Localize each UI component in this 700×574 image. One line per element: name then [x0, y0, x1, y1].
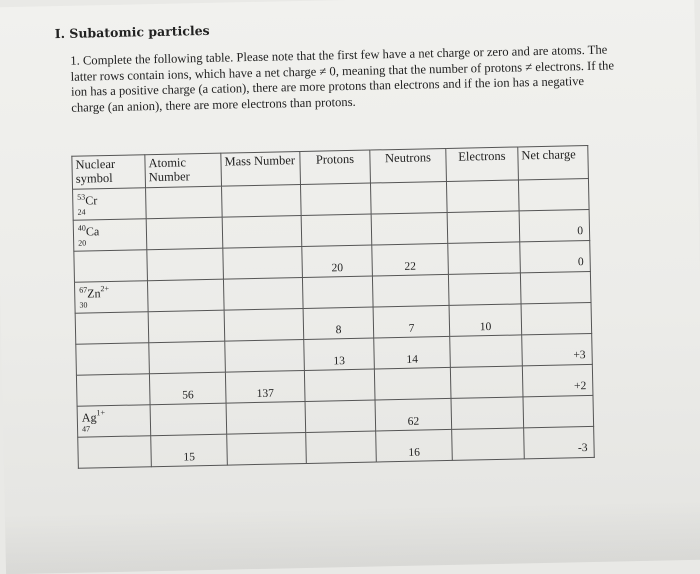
electrons-cell[interactable] [449, 304, 522, 337]
massnum-cell[interactable] [223, 247, 303, 280]
nuclear-symbol [77, 190, 98, 216]
net-cell[interactable] [524, 426, 595, 458]
neutrons-cell[interactable] [374, 367, 451, 400]
nuclear-symbol [82, 407, 106, 433]
net-value: +2 [574, 380, 586, 392]
protons-cell[interactable] [301, 214, 372, 246]
protons-cell[interactable] [304, 338, 375, 370]
protons-value: 13 [305, 355, 374, 368]
net-value: 0 [577, 225, 583, 237]
net-cell[interactable] [519, 209, 590, 241]
electrons-cell[interactable] [451, 397, 524, 430]
protons-cell[interactable] [302, 276, 373, 308]
nuclear-symbol [79, 283, 109, 310]
nuclear-symbol-cell[interactable] [74, 250, 148, 283]
nuclear-symbol-cell[interactable] [78, 436, 152, 469]
element-symbol: Cr [85, 193, 97, 207]
massnum-cell[interactable] [226, 401, 306, 434]
nuclear-symbol [78, 221, 100, 247]
neutrons-cell[interactable] [370, 181, 447, 214]
neutrons-cell[interactable] [374, 336, 451, 369]
atomic-cell[interactable] [149, 372, 226, 405]
subatomic-table [71, 145, 594, 469]
atomic-value: 56 [150, 389, 225, 403]
header-net-charge: Net charge [518, 145, 589, 179]
neutrons-value: 7 [374, 322, 449, 336]
net-cell[interactable] [520, 240, 591, 272]
element-symbol: Ca [86, 224, 100, 238]
header-nuclear-symbol: Nuclear symbol [72, 155, 146, 190]
neutrons-cell[interactable] [375, 398, 452, 431]
protons-value: 8 [304, 324, 373, 337]
section-title: I. Subatomic particles [55, 23, 210, 41]
atomic-subscript: 24 [77, 207, 97, 216]
net-cell[interactable] [523, 395, 594, 427]
protons-cell[interactable] [306, 431, 377, 463]
atomic-cell[interactable] [151, 434, 228, 467]
nuclear-symbol-cell[interactable] [75, 312, 149, 345]
nuclear-symbol-cell[interactable] [77, 405, 151, 438]
atomic-cell[interactable] [149, 341, 226, 374]
protons-cell[interactable] [300, 183, 371, 215]
net-cell[interactable] [518, 178, 589, 210]
massnum-cell[interactable] [223, 277, 303, 310]
atomic-subscript: 20 [78, 238, 100, 247]
header-atomic-number: Atomic Number [145, 153, 222, 188]
mass-superscript: 67 [79, 286, 87, 295]
neutrons-value: 22 [373, 260, 448, 274]
nuclear-symbol-cell[interactable] [76, 374, 150, 407]
header-mass-number: Mass Number [221, 152, 301, 187]
element-symbol: Ag [82, 410, 97, 424]
neutrons-value: 62 [376, 415, 451, 429]
protons-cell[interactable] [303, 307, 374, 339]
nuclear-symbol-cell[interactable] [73, 188, 147, 221]
atomic-cell[interactable] [147, 248, 224, 281]
nuclear-symbol-cell[interactable] [73, 219, 147, 252]
net-cell[interactable] [522, 333, 593, 365]
protons-cell[interactable] [302, 245, 373, 277]
massnum-cell[interactable] [225, 339, 305, 372]
element-symbol: Zn [87, 286, 101, 300]
charge-superscript: 2+ [100, 284, 109, 293]
atomic-cell[interactable] [148, 310, 225, 343]
neutrons-cell[interactable] [372, 274, 449, 307]
header-electrons: Electrons [446, 147, 519, 182]
instructions-text: 1. Complete the following table. Please note that the first few have a net charge or zero and are atoms. The latter rows contain ions, which have a net charge ≠ 0, meaning that the number of protons ≠ electrons. If the ion has a positive charge (a cation), there are more protons than electrons and if the ion has a negative charge (an anion), there are more electrons than protons. [70, 42, 616, 115]
electrons-cell[interactable] [448, 242, 521, 275]
massnum-cell[interactable] [222, 185, 302, 218]
header-protons: Protons [300, 150, 371, 184]
massnum-cell[interactable] [227, 432, 307, 465]
massnum-value: 137 [226, 387, 304, 401]
electrons-cell[interactable] [448, 273, 521, 306]
neutrons-cell[interactable] [376, 429, 453, 462]
mass-superscript: 53 [77, 193, 85, 202]
electrons-cell[interactable] [450, 335, 523, 368]
electrons-value: 10 [450, 320, 521, 333]
protons-cell[interactable] [305, 400, 376, 432]
atomic-subscript: 47 [82, 424, 105, 433]
massnum-cell[interactable] [222, 216, 302, 249]
charge-superscript: 1+ [96, 408, 105, 417]
net-cell[interactable] [522, 364, 593, 396]
atomic-cell[interactable] [146, 186, 223, 219]
electrons-cell[interactable] [446, 180, 519, 213]
electrons-cell[interactable] [452, 428, 525, 461]
atomic-cell[interactable] [146, 217, 223, 250]
net-value: 0 [578, 256, 584, 268]
protons-cell[interactable] [304, 369, 375, 401]
mass-superscript: 40 [78, 224, 86, 233]
photo-shadow [5, 500, 700, 574]
massnum-cell[interactable] [224, 308, 304, 341]
electrons-cell[interactable] [450, 366, 523, 399]
atomic-value: 15 [152, 451, 227, 465]
atomic-cell[interactable] [147, 279, 224, 312]
neutrons-value: 14 [375, 353, 450, 367]
net-cell[interactable] [521, 302, 592, 334]
nuclear-symbol-cell[interactable] [76, 343, 150, 376]
massnum-cell[interactable] [225, 370, 305, 403]
atomic-subscript: 30 [79, 300, 109, 310]
net-value: +3 [573, 349, 585, 361]
protons-value: 20 [303, 262, 372, 275]
neutrons-cell[interactable] [372, 243, 449, 276]
net-cell[interactable] [520, 271, 591, 303]
atomic-cell[interactable] [150, 403, 227, 436]
neutrons-cell[interactable] [371, 212, 448, 245]
neutrons-value: 16 [377, 446, 452, 460]
nuclear-symbol-cell[interactable] [74, 281, 148, 314]
electrons-cell[interactable] [447, 211, 520, 244]
net-value: -3 [578, 442, 588, 454]
neutrons-cell[interactable] [373, 305, 450, 338]
header-neutrons: Neutrons [370, 148, 447, 183]
